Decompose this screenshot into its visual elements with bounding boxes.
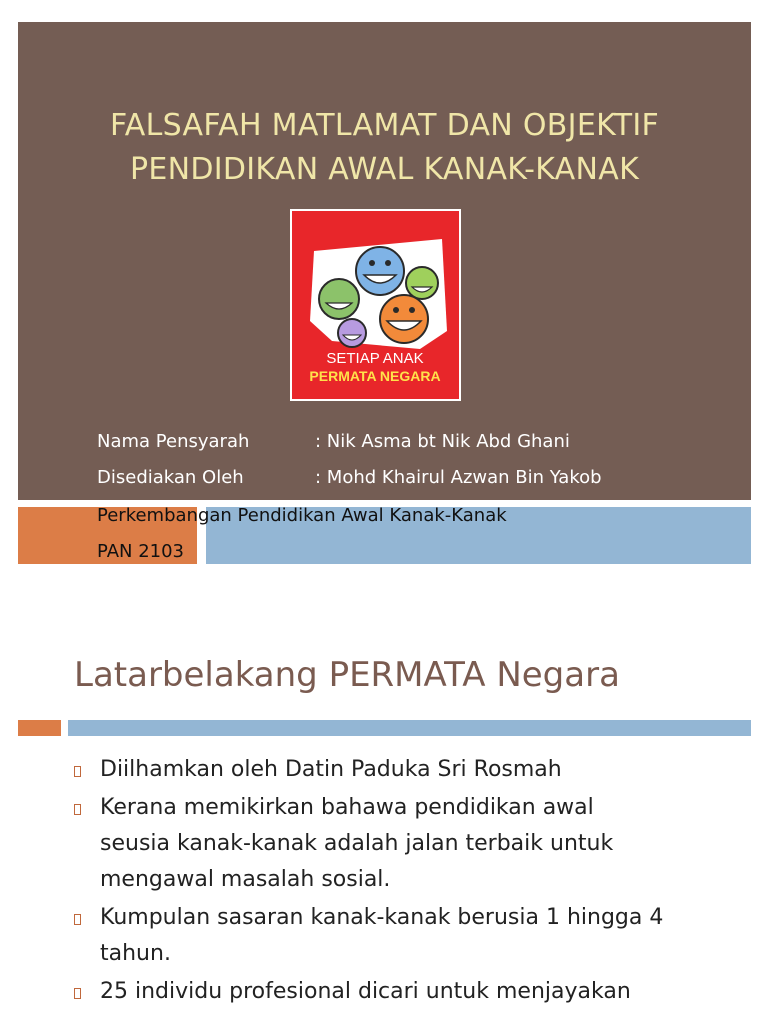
- lecturer-value: : Nik Asma bt Nik Abd Ghani: [315, 431, 570, 452]
- bullet-marker-icon: [74, 988, 81, 999]
- logo-line-2: PERMATA NEGARA: [309, 368, 441, 384]
- logo-line-1: SETIAP ANAK: [326, 350, 424, 367]
- permata-logo: [290, 209, 461, 401]
- bullet-marker-icon: [74, 914, 81, 925]
- bullet-text-line: tahun.: [100, 941, 171, 966]
- slide-title: [18, 104, 751, 192]
- bullet-marker-icon: [74, 804, 81, 815]
- bullet-marker-icon: [74, 766, 81, 777]
- lecturer-label: Nama Pensyarah: [97, 431, 250, 452]
- bullet-list: [74, 752, 734, 1012]
- bullet-item: [74, 974, 734, 1010]
- heading-orange-accent: [18, 720, 61, 736]
- bullet-item: [74, 790, 734, 898]
- bullet-item: [74, 752, 734, 788]
- bullet-text-line: Kumpulan sasaran kanak-kanak berusia 1 hingga 4: [100, 905, 664, 930]
- bullet-text-line: Kerana memikirkan bahawa pendidikan awal: [100, 795, 594, 820]
- bullet-item: [74, 900, 734, 972]
- heading-blue-accent: [68, 720, 751, 736]
- prepared-by-value: : Mohd Khairul Azwan Bin Yakob: [315, 467, 602, 488]
- course-name: Perkembangan Pendidikan Awal Kanak-Kanak: [97, 505, 507, 526]
- bullet-text-line: mengawal masalah sosial.: [100, 867, 391, 892]
- prepared-by-label: Disediakan Oleh: [97, 467, 244, 488]
- prepared-by-row: [97, 466, 602, 490]
- lecturer-row: [97, 430, 570, 454]
- slide-title-line-1: FALSAFAH MATLAMAT DAN OBJEKTIF: [109, 108, 660, 143]
- bullet-text: 25 individu profesional dicari untuk menjayakan: [100, 979, 631, 1004]
- bullet-text-line: seusia kanak-kanak adalah jalan terbaik untuk: [100, 831, 614, 856]
- bullet-text: Diilhamkan oleh Datin Paduka Sri Rosmah: [100, 757, 562, 782]
- slide-heading: Latarbelakang PERMATA Negara: [74, 655, 620, 695]
- slide-title-line-2: PENDIDIKAN AWAL KANAK-KANAK: [129, 152, 640, 187]
- course-code: PAN 2103: [97, 541, 185, 562]
